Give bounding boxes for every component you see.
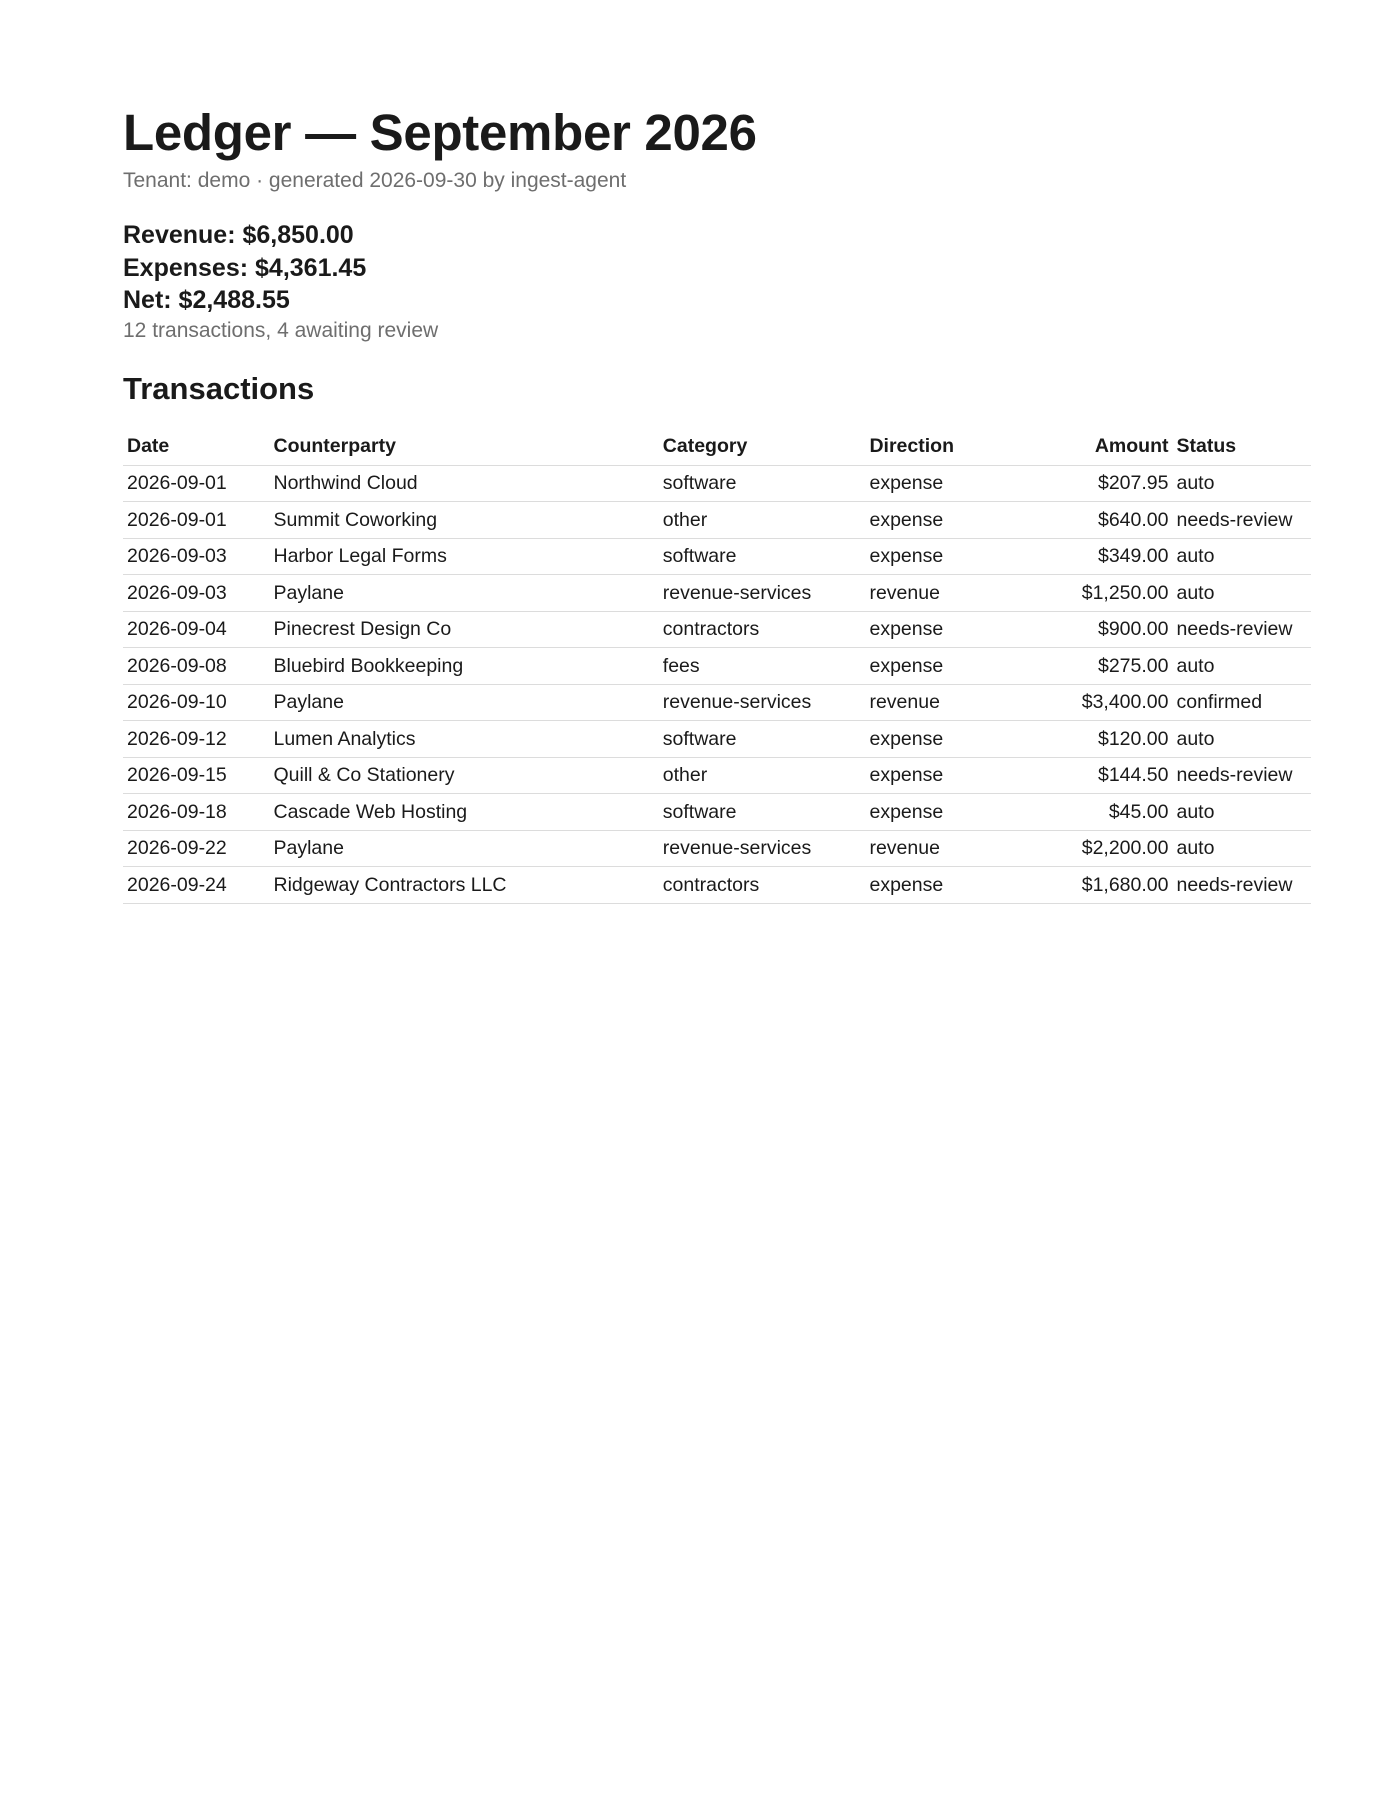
cell-category: revenue-services [659, 830, 866, 867]
cell-amount: $1,250.00 [1034, 575, 1172, 612]
cell-date: 2026-09-03 [123, 538, 269, 575]
cell-category: revenue-services [659, 684, 866, 721]
cell-amount: $640.00 [1034, 502, 1172, 539]
cell-date: 2026-09-01 [123, 502, 269, 539]
table-row [123, 575, 1311, 612]
cell-counterparty: Paylane [269, 575, 658, 612]
cell-direction: revenue [865, 575, 1034, 612]
cell-amount: $349.00 [1034, 538, 1172, 575]
ledger-page [0, 0, 1303, 904]
cell-status: auto [1172, 538, 1311, 575]
cell-status: auto [1172, 794, 1311, 831]
table-row [123, 721, 1311, 758]
table-row [123, 757, 1311, 794]
cell-counterparty: Paylane [269, 830, 658, 867]
column-header-direction: Direction [865, 429, 1034, 466]
cell-date: 2026-09-10 [123, 684, 269, 721]
cell-category: software [659, 538, 866, 575]
cell-category: contractors [659, 611, 866, 648]
page-subtitle: Tenant: demo · generated 2026-09-30 by ingest-agent [123, 169, 627, 193]
table-row [123, 684, 1311, 721]
cell-category: software [659, 465, 866, 502]
cell-amount: $3,400.00 [1034, 684, 1172, 721]
expenses-total: Expenses: $4,361.45 [123, 253, 367, 282]
table-row [123, 648, 1311, 685]
cell-date: 2026-09-24 [123, 867, 269, 904]
cell-counterparty: Summit Coworking [269, 502, 658, 539]
table-row [123, 611, 1311, 648]
column-header-category: Category [659, 429, 866, 466]
cell-counterparty: Harbor Legal Forms [269, 538, 658, 575]
column-header-date: Date [123, 429, 269, 466]
cell-direction: expense [865, 465, 1034, 502]
cell-category: fees [659, 648, 866, 685]
cell-counterparty: Bluebird Bookkeeping [269, 648, 658, 685]
cell-amount: $1,680.00 [1034, 867, 1172, 904]
transactions-note: 12 transactions, 4 awaiting review [123, 318, 439, 342]
cell-status: auto [1172, 830, 1311, 867]
cell-direction: expense [865, 502, 1034, 539]
cell-direction: expense [865, 538, 1034, 575]
cell-direction: expense [865, 648, 1034, 685]
cell-date: 2026-09-12 [123, 721, 269, 758]
table-row [123, 830, 1311, 867]
cell-direction: expense [865, 794, 1034, 831]
table-row [123, 502, 1311, 539]
table-header-row [123, 429, 1311, 466]
cell-direction: revenue [865, 684, 1034, 721]
cell-counterparty: Ridgeway Contractors LLC [269, 867, 658, 904]
cell-category: software [659, 721, 866, 758]
cell-direction: expense [865, 721, 1034, 758]
cell-counterparty: Lumen Analytics [269, 721, 658, 758]
cell-category: other [659, 757, 866, 794]
cell-amount: $45.00 [1034, 794, 1172, 831]
cell-direction: expense [865, 757, 1034, 794]
cell-status: needs-review [1172, 502, 1311, 539]
cell-status: confirmed [1172, 684, 1311, 721]
cell-counterparty: Quill & Co Stationery [269, 757, 658, 794]
net-total: Net: $2,488.55 [123, 286, 290, 315]
cell-category: software [659, 794, 866, 831]
cell-date: 2026-09-22 [123, 830, 269, 867]
cell-status: needs-review [1172, 611, 1311, 648]
summary-block [123, 219, 1303, 345]
cell-counterparty: Northwind Cloud [269, 465, 658, 502]
page-title: Ledger — September 2026 [123, 104, 757, 161]
cell-status: auto [1172, 575, 1311, 612]
cell-direction: expense [865, 867, 1034, 904]
column-header-counterparty: Counterparty [269, 429, 658, 466]
cell-amount: $2,200.00 [1034, 830, 1172, 867]
cell-status: needs-review [1172, 757, 1311, 794]
table-row [123, 794, 1311, 831]
cell-status: needs-review [1172, 867, 1311, 904]
cell-direction: revenue [865, 830, 1034, 867]
cell-date: 2026-09-08 [123, 648, 269, 685]
table-row [123, 867, 1311, 904]
cell-date: 2026-09-15 [123, 757, 269, 794]
cell-status: auto [1172, 465, 1311, 502]
cell-amount: $207.95 [1034, 465, 1172, 502]
cell-counterparty: Paylane [269, 684, 658, 721]
cell-category: contractors [659, 867, 866, 904]
cell-amount: $275.00 [1034, 648, 1172, 685]
cell-category: other [659, 502, 866, 539]
cell-date: 2026-09-18 [123, 794, 269, 831]
cell-date: 2026-09-03 [123, 575, 269, 612]
cell-counterparty: Pinecrest Design Co [269, 611, 658, 648]
cell-amount: $900.00 [1034, 611, 1172, 648]
column-header-amount: Amount [1034, 429, 1172, 466]
transactions-body [123, 465, 1311, 903]
cell-amount: $144.50 [1034, 757, 1172, 794]
cell-date: 2026-09-01 [123, 465, 269, 502]
cell-amount: $120.00 [1034, 721, 1172, 758]
table-row [123, 538, 1311, 575]
cell-counterparty: Cascade Web Hosting [269, 794, 658, 831]
transactions-heading: Transactions [123, 370, 315, 406]
cell-date: 2026-09-04 [123, 611, 269, 648]
revenue-total: Revenue: $6,850.00 [123, 221, 354, 250]
cell-category: revenue-services [659, 575, 866, 612]
cell-direction: expense [865, 611, 1034, 648]
transactions-table [123, 429, 1311, 904]
table-row [123, 465, 1311, 502]
column-header-status: Status [1172, 429, 1311, 466]
cell-status: auto [1172, 721, 1311, 758]
cell-status: auto [1172, 648, 1311, 685]
